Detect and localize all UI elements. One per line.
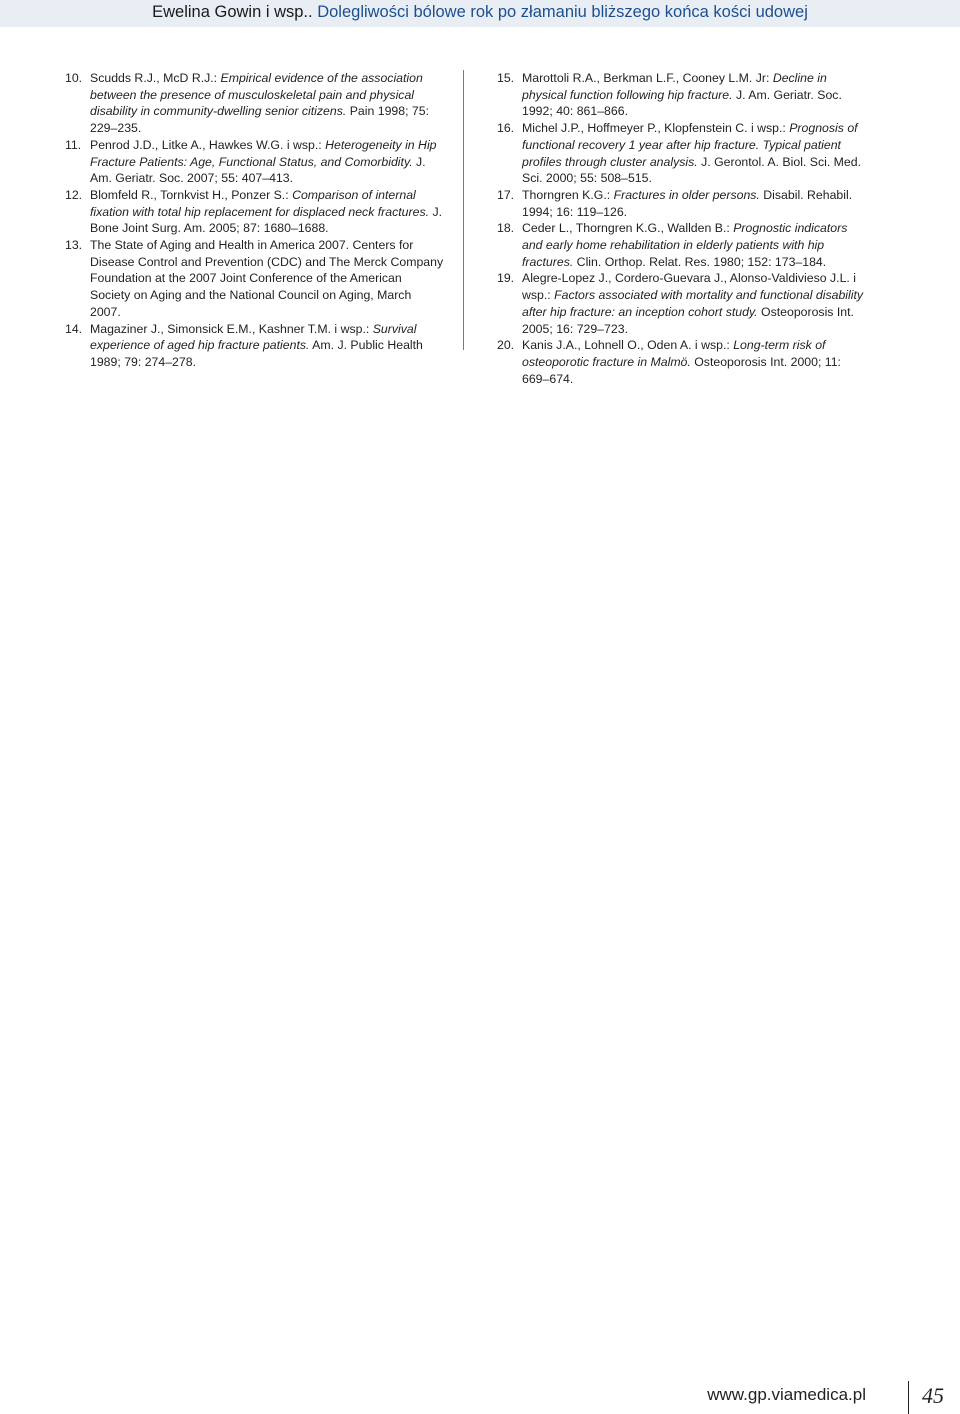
reference-item xyxy=(497,187,870,220)
reference-item xyxy=(65,70,445,137)
reference-authors: Penrod J.D., Litke A., Hawkes W.G. i wsp.: xyxy=(90,137,326,152)
reference-source: J. Bone Joint Surg. Am. 2005; 87: 1680–1688. xyxy=(90,204,443,236)
reference-item xyxy=(65,321,445,371)
reference-authors: Magaziner J., Simonsick E.M., Kashner T.M. i wsp.: xyxy=(90,321,373,336)
references-right-column xyxy=(497,70,870,387)
reference-number: 20. xyxy=(497,338,515,353)
reference-item xyxy=(497,337,870,387)
reference-authors: Blomfeld R., Tornkvist H., Ponzer S.: xyxy=(90,187,293,202)
reference-number: 14. xyxy=(65,321,83,336)
reference-item xyxy=(497,120,870,187)
reference-item xyxy=(497,70,870,120)
reference-item xyxy=(497,220,870,270)
reference-item xyxy=(497,270,870,337)
reference-title: Heterogeneity in Hip Fracture Patients: Age, Functional Status, and Comorbidity. xyxy=(90,137,437,169)
reference-number: 15. xyxy=(497,71,515,85)
reference-item xyxy=(65,237,445,321)
reference-title: Factors associated with mortality and functional disability after hip fracture: an inception cohort study. xyxy=(522,288,864,319)
reference-number: 12. xyxy=(65,187,83,202)
reference-authors: Marottoli R.A., Berkman L.F., Cooney L.M. Jr: xyxy=(522,71,773,85)
reference-title: Survival experience of aged hip fracture patients. xyxy=(90,321,417,353)
reference-number: 18. xyxy=(497,221,515,236)
reference-item xyxy=(65,187,445,237)
reference-source: Am. J. Public Health 1989; 79: 274–278. xyxy=(90,338,423,369)
page-number: 45 xyxy=(922,1383,944,1408)
reference-number: 13. xyxy=(65,238,83,253)
reference-title: Prognostic indicators and early home rehabilitation in elderly patients with hip fractures. xyxy=(522,221,848,269)
reference-number: 19. xyxy=(497,271,515,286)
reference-source: J. Am. Geriatr. Soc. 1992; 40: 861–866. xyxy=(522,87,842,119)
reference-title: Prognosis of functional recovery 1 year after hip fracture. Typical patient profiles through cluster analysis. xyxy=(522,121,858,169)
reference-title: Long-term risk of osteoporotic fracture in Malmö. xyxy=(522,338,826,369)
footer-divider xyxy=(908,1381,909,1414)
header-title: Dolegliwości bólowe rok po złamaniu bliższego końca kości udowej xyxy=(317,3,808,21)
reference-number: 10. xyxy=(65,71,83,85)
reference-source: J. Am. Geriatr. Soc. 2007; 55: 407–413. xyxy=(90,154,426,186)
footer-website: www.gp.viamedica.pl xyxy=(707,1385,866,1404)
reference-source: Clin. Orthop. Relat. Res. 1980; 152: 173–184. xyxy=(573,254,827,269)
reference-title: Comparison of internal fixation with total hip replacement for displaced neck fractures. xyxy=(90,187,430,219)
reference-number: 17. xyxy=(497,187,515,202)
reference-authors: Alegre-Lopez J., Cordero-Guevara J., Alonso-Valdivieso J.L. i wsp.: xyxy=(522,271,856,303)
reference-source: Osteoporosis Int. 2000; 11: 669–674. xyxy=(522,354,841,386)
reference-source: Disabil. Rehabil. 1994; 16: 119–126. xyxy=(522,187,853,219)
reference-number: 16. xyxy=(497,121,515,136)
reference-source: J. Gerontol. A. Biol. Sci. Med. Sci. 2000; 55: 508–515. xyxy=(522,154,862,186)
reference-authors: The State of Aging and Health in America 2007. Centers for Disease Control and Prevention (CDC) and The Merck Company Foundation at the 2007 Joint Conference of the American Society on Aging and the National Council on Aging, March 2007. xyxy=(90,238,444,319)
column-divider xyxy=(463,70,464,350)
reference-item xyxy=(65,137,445,187)
reference-title: Decline in physical function following hip fracture. xyxy=(522,71,827,102)
reference-title: Empirical evidence of the association between the presence of musculoskeletal pain and physical disability in community-dwelling senior citizens. xyxy=(90,71,423,119)
running-header: Ewelina Gowin i wsp.. Dolegliwości bólowe rok po złamaniu bliższego końca kości udowej xyxy=(0,0,960,27)
reference-source: Osteoporosis Int. 2005; 16: 729–723. xyxy=(522,304,854,336)
references-left-column xyxy=(65,70,445,371)
reference-authors: Thorngren K.G.: xyxy=(522,187,614,202)
reference-authors: Kanis J.A., Lohnell O., Oden A. i wsp.: xyxy=(522,338,734,353)
reference-title: Fractures in older persons. xyxy=(613,187,760,202)
reference-source: Pain 1998; 75: 229–235. xyxy=(90,104,430,136)
header-authors: Ewelina Gowin i wsp. xyxy=(152,3,309,21)
reference-authors: Michel J.P., Hoffmeyer P., Klopfenstein C. i wsp.: xyxy=(522,121,790,136)
reference-number: 11. xyxy=(65,137,82,152)
reference-authors: Ceder L., Thorngren K.G., Wallden B.: xyxy=(522,221,734,236)
reference-authors: Scudds R.J., McD R.J.: xyxy=(90,71,221,85)
